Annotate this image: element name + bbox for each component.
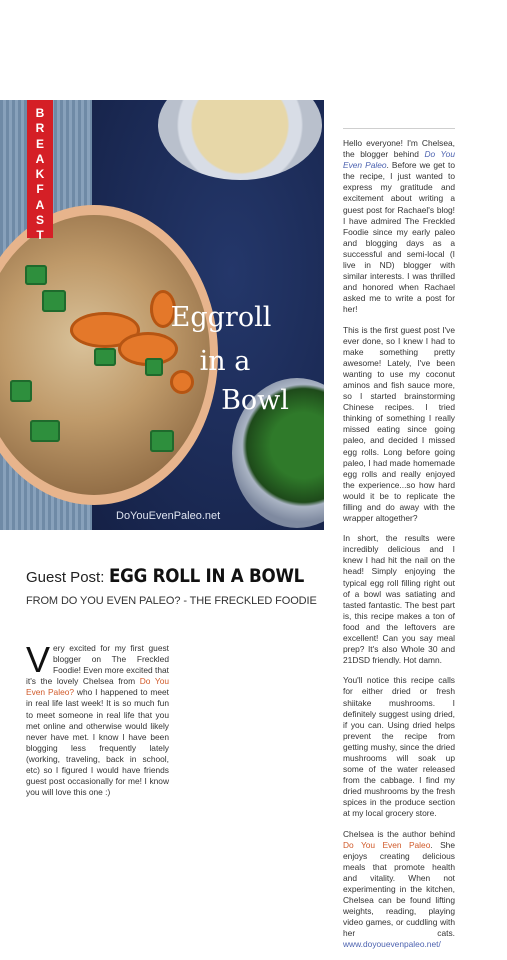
text-column-1: [26, 639, 170, 807]
guest-post-label: Guest Post:: [26, 569, 105, 586]
paragraph: [26, 639, 170, 798]
drop-cap: V: [26, 639, 51, 680]
paragraph-text: Chelsea is the author behind: [343, 828, 455, 839]
banner-letter: E: [35, 136, 44, 151]
category-banner: [27, 100, 53, 243]
paragraph-text: ery excited for my first guest blogger on The Freckled Foodie! Even more excited that it's the lovely Chelsea from: [26, 643, 169, 687]
green-onion-piece: [10, 380, 32, 402]
text-column-3: [343, 138, 455, 960]
website-link[interactable]: www.doyouevenpaleo.net/: [343, 939, 441, 950]
banner-letter: A: [35, 197, 45, 212]
column-rule: [343, 128, 455, 129]
article-subtitle: FROM DO YOU EVEN PALEO? - THE FRECKLED FOODIE: [26, 595, 317, 607]
paragraph-text: Hello everyone! I'm Chelsea, the blogger behind: [343, 138, 455, 160]
banner-letter: K: [35, 167, 45, 182]
banner-letter: B: [35, 106, 45, 120]
photo-watermark: DoYouEvenPaleo.net: [116, 510, 221, 522]
photo-title-line: Eggroll: [170, 302, 272, 333]
paragraph: This is the first guest post I've ever done, so I knew I had to make something pretty awesome! Lately, I've been wanting to use my coconut aminos and fish sauce more, so I started brainstorming Chinese recipes. I tried thinking of something I really missed eating since going paleo, and decided I missed egg rolls. Long before going paleo, I had made homemade egg rolls and really enjoyed the experience...so how hard would it be to replicate the filling and do away with the wrapper altogether?: [343, 324, 455, 524]
green-onion-piece: [25, 265, 47, 285]
green-onion-piece: [42, 290, 66, 312]
paragraph-text: . She enjoys creating delicious meals that promote health and vitality. When not experimenting in the kitchen, Chelsea can be found lifting weights, reading, playing video games, or cuddling with her cats.: [343, 839, 455, 939]
do-you-even-paleo-link[interactable]: Do You Even Paleo: [343, 149, 455, 171]
paragraph: You'll notice this recipe calls for either dried or fresh shiitake mushrooms. I definitely suggest using dried, if you can. Using dried helps prevent the recipe from getting mushy, since the dried mushrooms will soak up some of the water released from the cabbage. I find my dried mushrooms by the fresh spices in the produce section at my local grocery store.: [343, 675, 455, 819]
banner-letter: S: [35, 213, 44, 228]
banner-letter: A: [35, 151, 45, 166]
banner-letter: F: [36, 182, 44, 197]
paragraph-text: . Before we get to the recipe, I just wanted to express my gratitude and excitement about writing a guest post for Rachael's blog! I have admired The Freckled Foodie since my early paleo and blogging days as a successful and semi-local (I live in ND) blogger with similar interests. I was thrilled and honored when Rachael asked me to write a post for her!: [343, 160, 455, 315]
paragraph: [343, 138, 455, 316]
photo-title-line: Bowl: [221, 385, 289, 416]
banner-letter: T: [36, 228, 44, 243]
article-title: EGG ROLL IN A BOWL: [108, 565, 304, 587]
paragraph: In short, the results were incredibly delicious and I knew I had hit the nail on the head! Simply enjoying the typical egg roll filling right out of a bowl was satiating and tasted fantastic. The best part is, this recipe makes a ton of food and the leftovers are excellent! Can you say meal prep? It's also Whole 30 and 21DSD friendly. Hot damn.: [343, 533, 455, 666]
green-onion-piece: [30, 420, 60, 442]
green-onion-piece: [94, 348, 116, 366]
paragraph-text: who I happened to meet in real life last week! It is so much fun to meet someone in real life that you met online and otherwise would likely never have met. I know I have been blogging less frequently lately (working, traveling, back in school, etc) so I figured I would have friends guest post occasionally for me! I know you will love this one :): [26, 687, 169, 798]
do-you-even-paleo-link[interactable]: Do You Even Paleo?: [26, 676, 170, 698]
do-you-even-paleo-link[interactable]: Do You Even Paleo: [343, 839, 431, 850]
article-heading: [26, 565, 330, 587]
paragraph: [343, 829, 455, 951]
photo-title-line: in a: [199, 346, 251, 377]
green-onion-piece: [150, 430, 174, 452]
banner-letter: R: [35, 121, 45, 136]
